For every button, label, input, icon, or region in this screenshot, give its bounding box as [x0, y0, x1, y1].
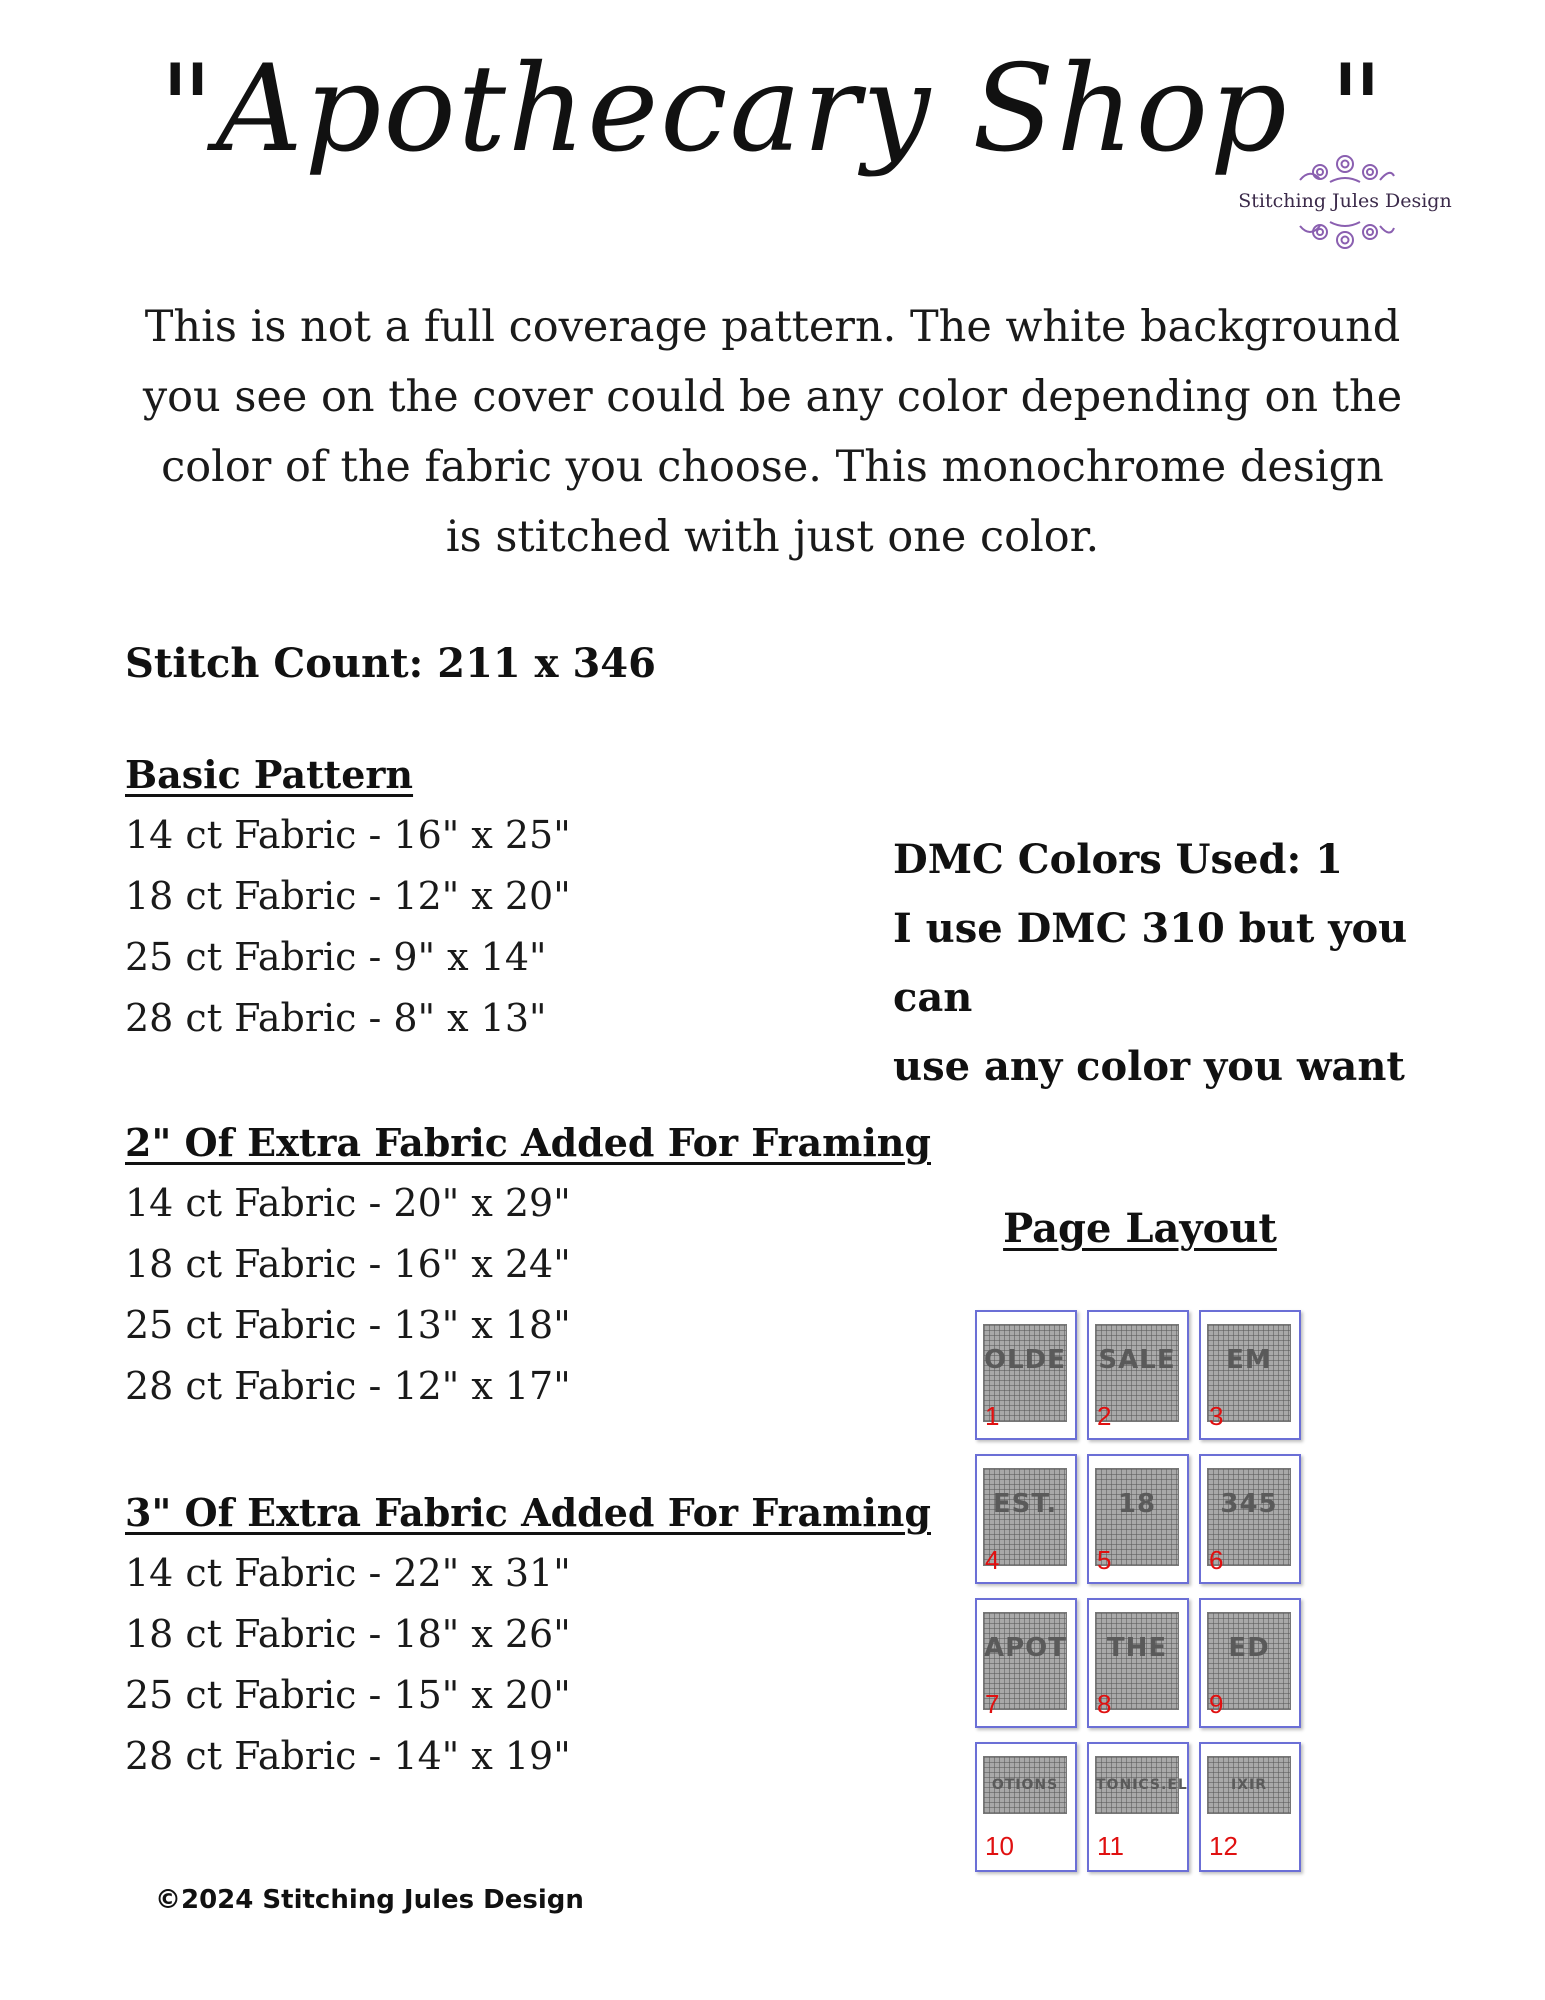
dmc-colors-note: use any color you want	[893, 1043, 1405, 1090]
page-thumbnail	[975, 1742, 1077, 1872]
chart-lettering: OTIONS	[991, 1777, 1059, 1793]
page-number: 10	[985, 1831, 1014, 1861]
chart-lettering: EST.	[992, 1489, 1058, 1519]
intro-paragraph: This is not a full coverage pattern. The white background you see on the cover could be any color depending on the color of the fabric you choose. This monochrome design is stitched with just one color.	[142, 302, 1403, 562]
page-number: 3	[1209, 1401, 1224, 1431]
page-title: "Apothecary Shop "	[158, 40, 1387, 179]
fabric-size-row: 18 ct Fabric - 12" x 20"	[125, 874, 571, 918]
page-thumbnail	[1199, 1742, 1301, 1872]
page-layout-grid	[975, 1310, 1301, 1872]
page-number: 1	[985, 1401, 1000, 1431]
chart-lettering: 18	[1117, 1489, 1157, 1519]
chart-grid-preview	[1207, 1756, 1291, 1814]
fabric-size-row: 28 ct Fabric - 14" x 19"	[125, 1734, 571, 1778]
dmc-colors-note: I use DMC 310 but you can	[893, 905, 1408, 1021]
logo-text: Stitching Jules Design	[1238, 190, 1452, 212]
page-thumbnail	[975, 1598, 1077, 1728]
swirl-ornament-icon	[1290, 218, 1400, 260]
page-number: 11	[1097, 1831, 1124, 1861]
page-thumbnail	[1087, 1454, 1189, 1584]
chart-lettering: APOT	[984, 1633, 1068, 1663]
fabric-size-row: 28 ct Fabric - 8" x 13"	[125, 996, 547, 1040]
chart-grid-preview	[1095, 1756, 1188, 1814]
page-layout-heading: Page Layout	[1003, 1205, 1277, 1252]
page-thumbnail	[1087, 1310, 1189, 1440]
stitch-count: Stitch Count: 211 x 346	[125, 640, 656, 687]
chart-lettering: EM	[1226, 1345, 1272, 1375]
page-thumbnail	[1199, 1598, 1301, 1728]
fabric-size-row: 14 ct Fabric - 22" x 31"	[125, 1551, 571, 1595]
three-inch-framing-section	[125, 1490, 931, 1787]
dmc-colors-count: DMC Colors Used: 1	[893, 836, 1343, 883]
chart-lettering: ED	[1228, 1633, 1270, 1663]
fabric-size-row: 28 ct Fabric - 12" x 17"	[125, 1364, 571, 1408]
fabric-size-row: 18 ct Fabric - 16" x 24"	[125, 1242, 571, 1286]
page-number: 4	[985, 1545, 1000, 1575]
page-thumbnail	[1199, 1454, 1301, 1584]
fabric-size-row: 25 ct Fabric - 15" x 20"	[125, 1673, 571, 1717]
section-heading: Basic Pattern	[125, 752, 414, 797]
chart-grid-preview	[983, 1756, 1067, 1814]
page-thumbnail	[1199, 1310, 1301, 1440]
chart-lettering: SALE	[1098, 1345, 1176, 1375]
page-number: 8	[1097, 1689, 1112, 1719]
page-number: 6	[1209, 1545, 1224, 1575]
chart-lettering: THE	[1106, 1633, 1168, 1663]
page-number: 7	[985, 1689, 1000, 1719]
page-number: 5	[1097, 1545, 1112, 1575]
page-thumbnail	[975, 1454, 1077, 1584]
chart-lettering: OLDE	[984, 1345, 1067, 1375]
page-thumbnail	[1087, 1742, 1189, 1872]
two-inch-framing-section	[125, 1120, 931, 1417]
fabric-size-row: 14 ct Fabric - 16" x 25"	[125, 813, 571, 857]
fabric-size-row: 14 ct Fabric - 20" x 29"	[125, 1181, 571, 1225]
page-number: 12	[1209, 1831, 1238, 1861]
chart-lettering: TONICS.EL	[1096, 1777, 1188, 1793]
copyright-notice: ©2024 Stitching Jules Design	[155, 1885, 584, 1915]
fabric-size-row: 25 ct Fabric - 13" x 18"	[125, 1303, 571, 1347]
fabric-size-row: 18 ct Fabric - 18" x 26"	[125, 1612, 571, 1656]
swirl-ornament-icon	[1290, 150, 1400, 188]
section-heading: 2" Of Extra Fabric Added For Framing	[125, 1120, 931, 1165]
page-number: 9	[1209, 1689, 1224, 1719]
page-thumbnail	[975, 1310, 1077, 1440]
brand-logo	[1235, 150, 1455, 265]
fabric-size-row: 25 ct Fabric - 9" x 14"	[125, 935, 547, 979]
dmc-colors-info	[893, 825, 1453, 1101]
page-number: 2	[1097, 1401, 1112, 1431]
section-heading: 3" Of Extra Fabric Added For Framing	[125, 1490, 931, 1535]
page-thumbnail	[1087, 1598, 1189, 1728]
chart-lettering: IXIR	[1231, 1777, 1267, 1793]
chart-lettering: 345	[1220, 1489, 1278, 1519]
basic-pattern-section	[125, 752, 571, 1049]
